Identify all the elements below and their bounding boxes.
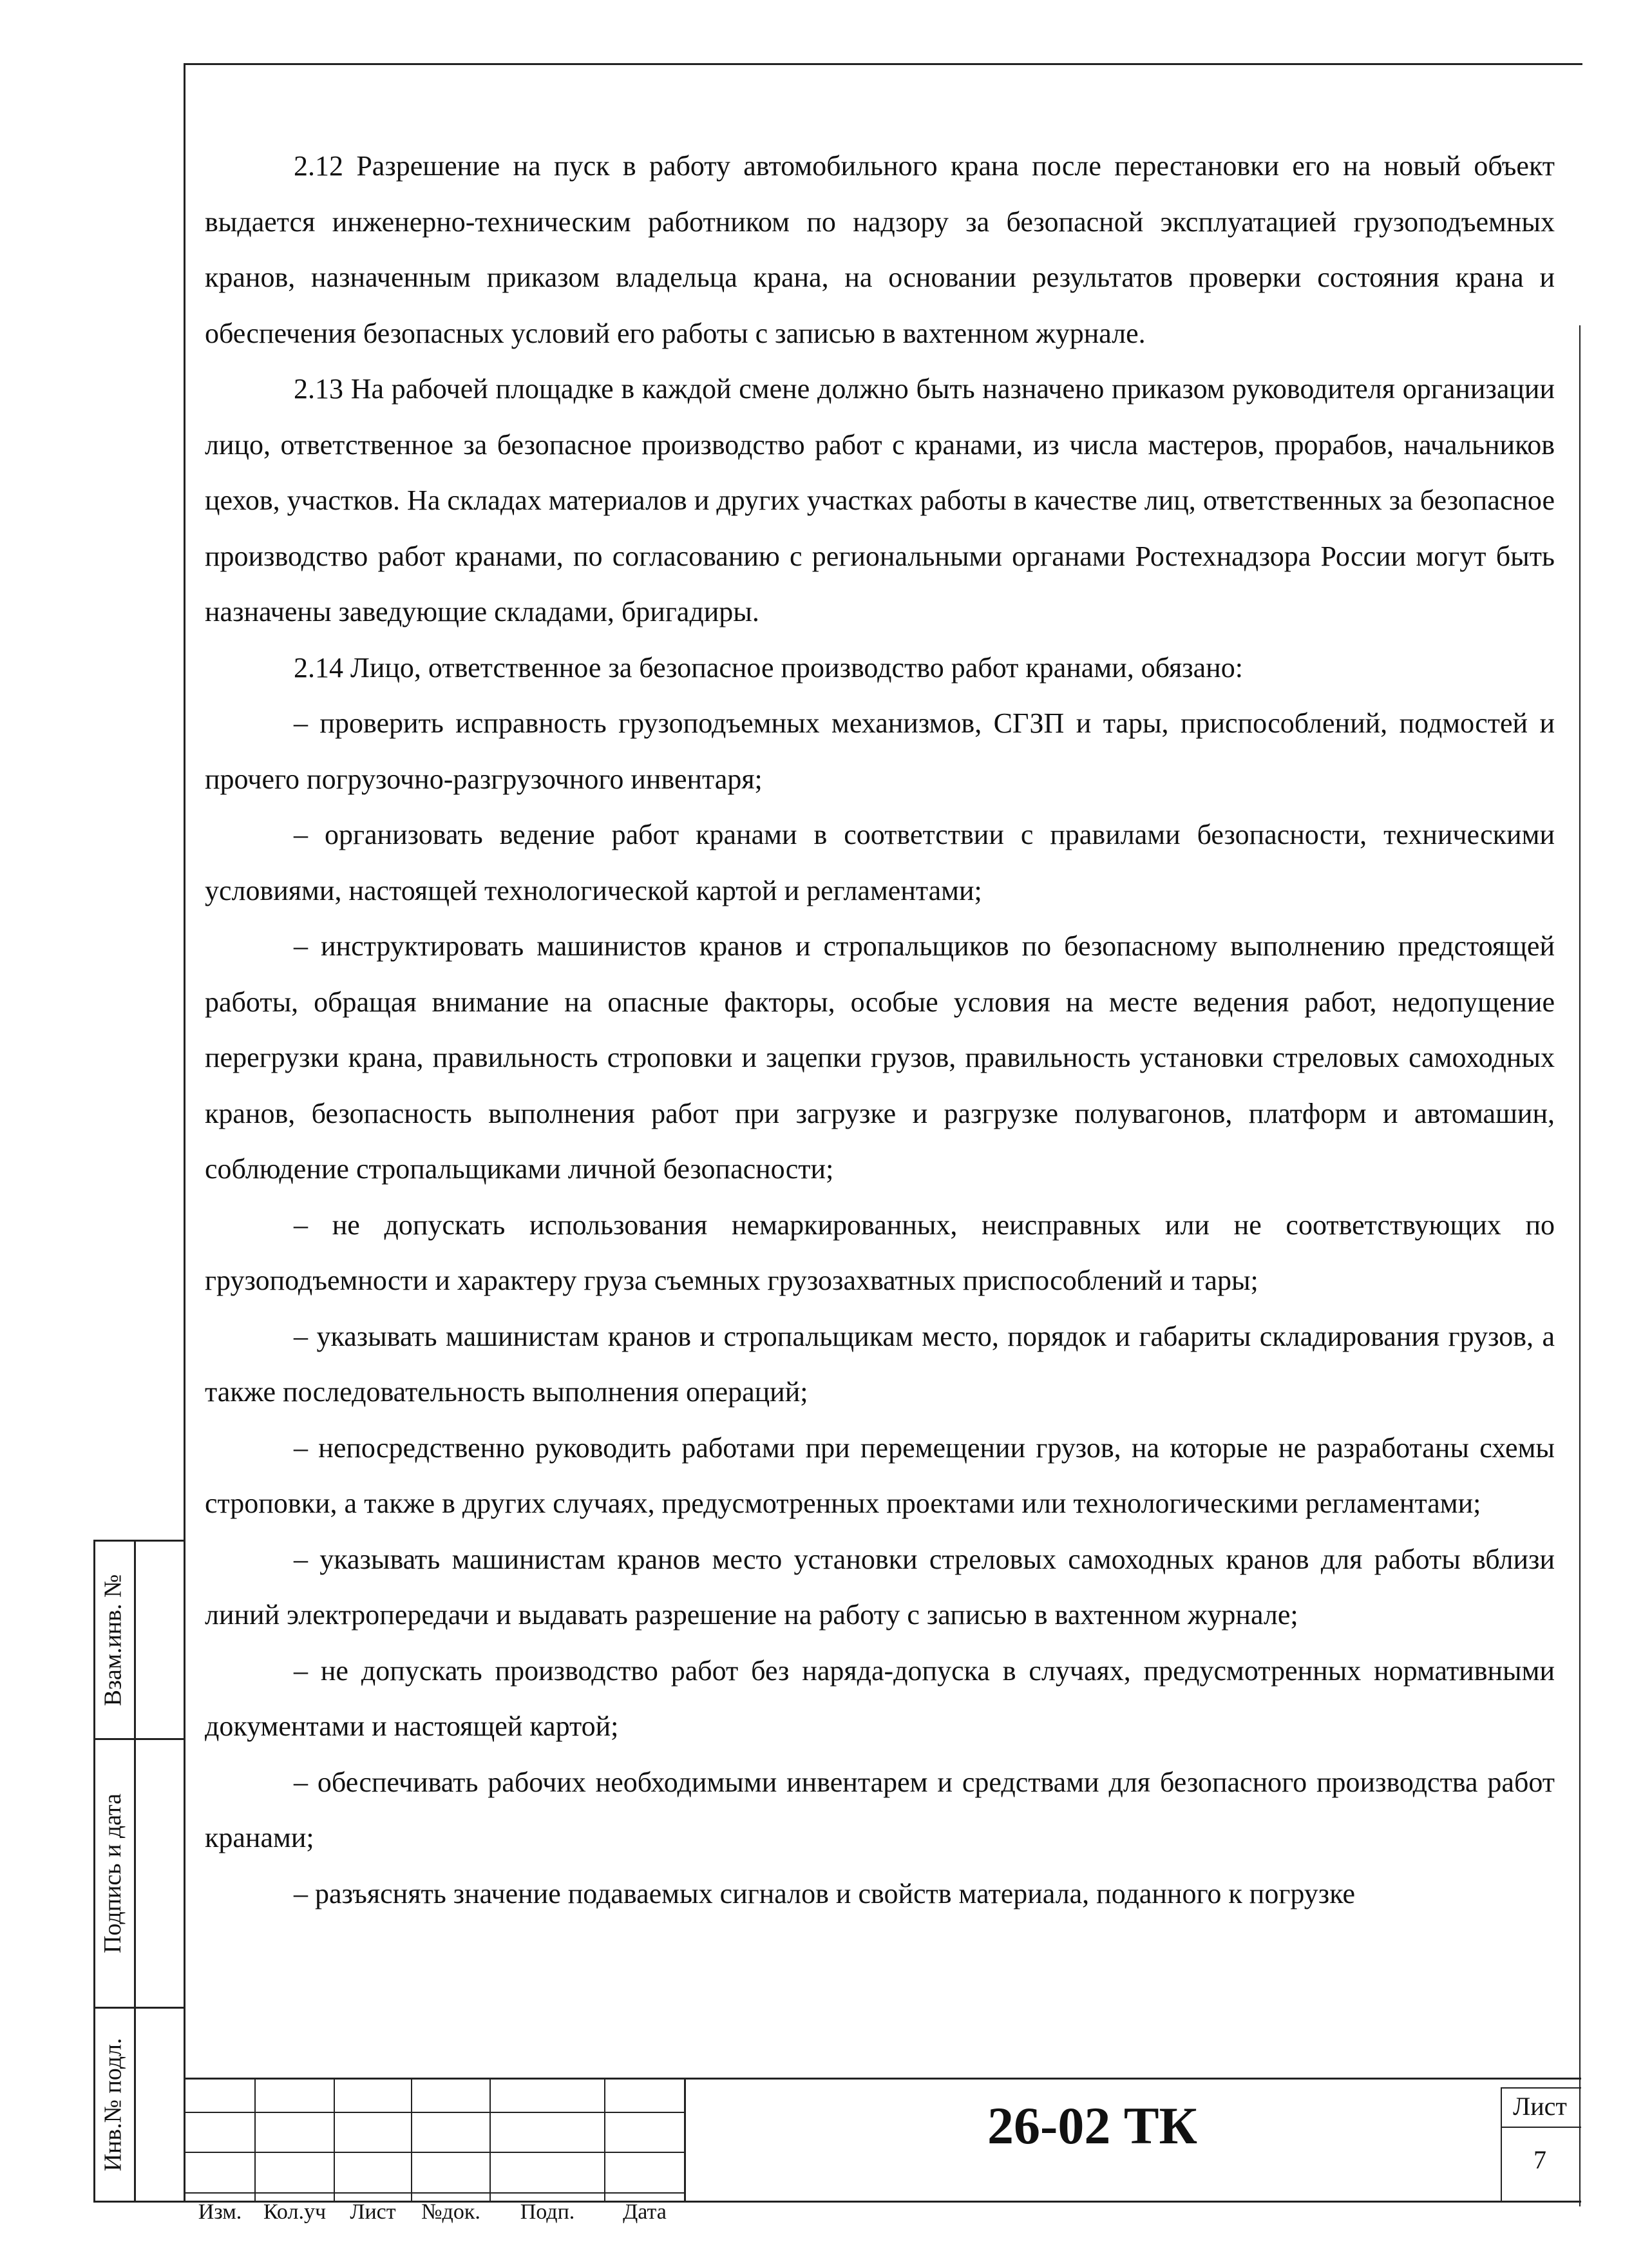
orig-inv-no-label: Инв.№ подл.	[99, 2038, 127, 2172]
title-block-col-line	[411, 2078, 412, 2202]
title-block-col-line	[254, 2078, 256, 2202]
column-doc-no: №док.	[421, 2200, 480, 2224]
column-list: Лист	[350, 2200, 396, 2224]
column-date: Дата	[623, 2200, 667, 2224]
sheet-number: 7	[1533, 2145, 1546, 2174]
column-kol-uch: Кол.уч	[263, 2200, 327, 2224]
title-block-col-line	[604, 2078, 605, 2202]
sheet-label: Лист	[1513, 2092, 1567, 2121]
paragraph-2-14: 2.14 Лицо, ответственное за безопасное производство работ кранами, обязано:	[294, 651, 1243, 684]
list-item: – разъяснять значение подаваемых сигналов и свойств материала, поданного к погрузке	[294, 1877, 1356, 1909]
paragraph-2-12: 2.12 Разрешение на пуск в работу автомобильного крана после перестановки его на новый объект выдается инженерно-техническим работником по надзору за безопасной эксплуатацией грузоподъемных кранов, назначенным приказом владельца крана, на основании результатов проверки состояния крана и обеспечения безопасных условий его работы с записью в вахтенном журнале.	[205, 150, 1555, 349]
document-code: 26-02 ТК	[987, 2096, 1197, 2155]
list-item: – указывать машинистам кранов место установки стреловых самоходных кранов для работы вблизи линий электропередачи и выдавать разрешение на работу с записью в вахтенном журнале;	[205, 1543, 1555, 1631]
title-block-col-line	[334, 2078, 335, 2202]
list-item: – организовать ведение работ кранами в соответствии с правилами безопасности, техническими условиями, настоящей технологической картой и регламентами;	[205, 819, 1555, 906]
column-izm: Изм.	[198, 2200, 242, 2224]
list-item: – обеспечивать рабочих необходимыми инвентарем и средствами для безопасного производства работ кранами;	[205, 1766, 1555, 1853]
body-text	[205, 139, 1555, 1922]
column-signature: Подп.	[520, 2200, 575, 2224]
title-block-row-line	[184, 2152, 684, 2153]
title-block-col-line	[489, 2078, 491, 2202]
list-item: – не допускать производство работ без наряда-допуска в случаях, предусмотренных нормативными документами и настоящей картой;	[205, 1654, 1555, 1742]
list-item: – указывать машинистам кранов и стропальщикам место, порядок и габариты складирования грузов, а также последовательность выполнения операций;	[205, 1320, 1555, 1408]
frame-top-line	[184, 63, 1582, 65]
list-item: – непосредственно руководить работами при перемещении грузов, на которые не разработаны схемы строповки, а также в других случаях, предусмотренных проектами или технологическими регламентами;	[205, 1431, 1555, 1519]
title-block-row-line	[184, 2112, 684, 2113]
frame-left-line	[184, 63, 185, 2202]
side-stamp-inner-line	[134, 1540, 136, 2203]
list-item: – не допускать использования немаркированных, неисправных или не соответствующих по грузоподъемности и характеру груза съемных грузозахватных приспособлений и тары;	[205, 1209, 1555, 1296]
signature-date-label: Подпись и дата	[99, 1793, 127, 1954]
frame-right-line	[1579, 325, 1581, 2206]
paragraph-2-13: 2.13 На рабочей площадке в каждой смене должно быть назначено приказом руководителя организации лицо, ответственное за безопасное производство работ с кранами, из числа мастеров, прорабов, начальников цехов, участков. На складах материалов и других участках работы в качестве лиц, ответственных за безопасное производство работ кранами, по согласованию с региональными органами Ростехнадзора России могут быть назначены заведующие складами, бригадиры.	[205, 373, 1555, 627]
list-item: – проверить исправность грузоподъемных механизмов, СГЗП и тары, приспособлений, подмостей и прочего погрузочно-разгрузочного инвентаря;	[205, 707, 1555, 795]
replace-inv-no-label: Взам.инв. №	[99, 1574, 127, 1706]
list-item: – инструктировать машинистов кранов и стропальщиков по безопасному выполнению предстоящей работы, обращая внимание на опасные факторы, особые условия на месте ведения работ, недопущение перегрузки крана, правильность строповки и зацепки грузов, правильность установки стреловых самоходных кранов, безопасность выполнения работ при загрузке и разгрузке полувагонов, платформ и автомашин, соблюдение стропальщиками личной безопасности;	[205, 930, 1555, 1185]
